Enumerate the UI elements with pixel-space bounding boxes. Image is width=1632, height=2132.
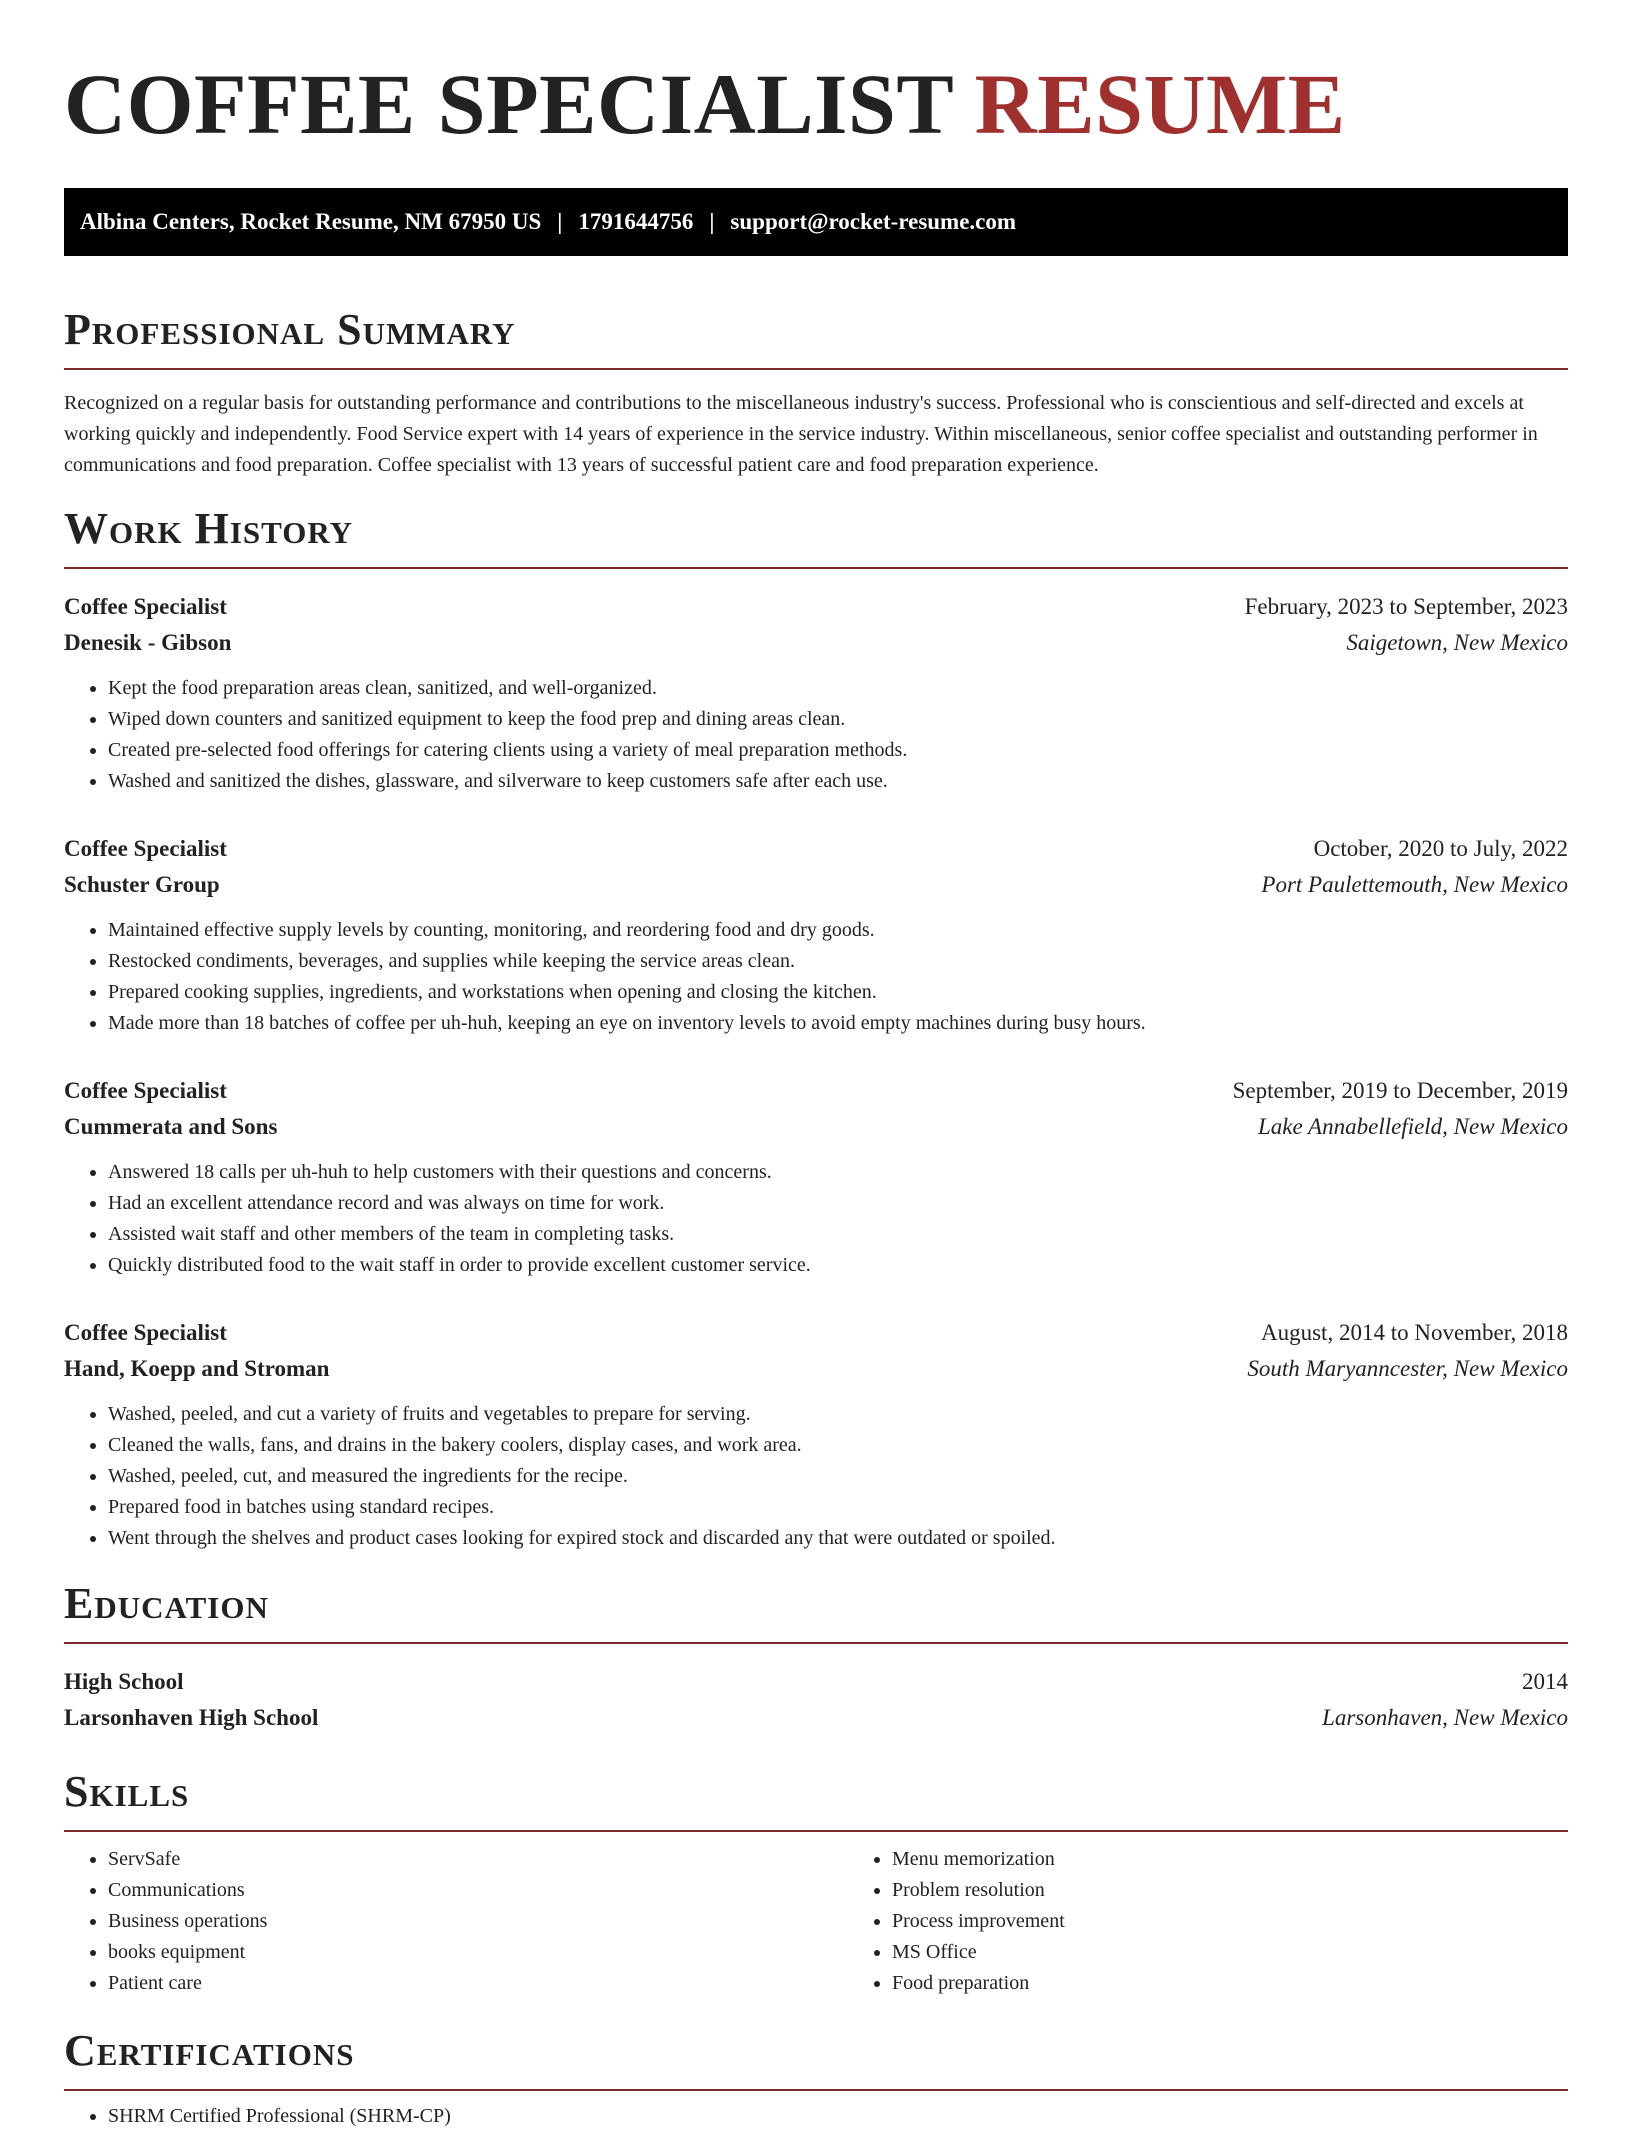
education-school-row [64,1700,1568,1736]
job-bullets [64,673,1568,797]
job-company-row [64,867,1568,903]
job-bullet: • Washed, peeled, and cut a variety of fruits and vegetables to prepare for serving. [108,1399,1568,1430]
job-bullet: • Cleaned the walls, fans, and drains in the bakery coolers, display cases, and work area. [108,1430,1568,1461]
job-bullet: • Washed, peeled, cut, and measured the ingredients for the recipe. [108,1461,1568,1492]
job-bullet: • Went through the shelves and product cases looking for expired stock and discarded any that were outdated or spoiled. [108,1523,1568,1554]
resume-title [64,56,1568,152]
education-entry [64,1664,1568,1736]
job-location: Lake Annabellefield, New Mexico [1258,1114,1568,1139]
skill-item: • Communications [108,1875,848,1906]
job-entry [64,1073,1568,1281]
job-bullet: • Restocked condiments, beverages, and supplies while keeping the service areas clean. [108,946,1568,977]
job-header-row [64,1073,1568,1109]
contact-email: support@rocket-resume.com [730,209,1017,234]
job-bullet: • Answered 18 calls per uh-huh to help customers with their questions and concerns. [108,1157,1568,1188]
job-title: Coffee Specialist [64,836,227,861]
skill-item: • Business operations [108,1906,848,1937]
skill-item: • Food preparation [892,1968,1632,1999]
skill-item: • books equipment [108,1937,848,1968]
skills-section [64,1766,1568,1999]
education-section [64,1578,1568,1736]
education-year: 2014 [1522,1669,1568,1694]
skill-item: • ServSafe [108,1844,848,1875]
education-location: Larsonhaven, New Mexico [1322,1705,1568,1730]
work-history-heading: Work History [64,504,354,553]
skill-item: • Process improvement [892,1906,1632,1937]
section-divider [64,1830,1568,1832]
certifications-section [64,2025,1568,2132]
job-location: Saigetown, New Mexico [1346,630,1568,655]
job-dates: October, 2020 to July, 2022 [1313,836,1568,861]
job-bullet: • Maintained effective supply levels by counting, monitoring, and reordering food and dry goods. [108,915,1568,946]
education-header-row [64,1664,1568,1700]
job-title: Coffee Specialist [64,1320,227,1345]
contact-address: Albina Centers, Rocket Resume, NM 67950 US [80,209,542,234]
job-title: Coffee Specialist [64,594,227,619]
job-dates: February, 2023 to September, 2023 [1244,594,1568,619]
education-heading: Education [64,1579,269,1628]
job-bullet: • Had an excellent attendance record and was always on time for work. [108,1188,1568,1219]
section-divider [64,2089,1568,2091]
job-location: Port Paulettemouth, New Mexico [1261,872,1568,897]
skills-grid [64,1844,1568,1999]
contact-separator: | [557,209,563,234]
job-bullets [64,915,1568,1039]
job-company-row [64,1351,1568,1387]
job-bullet: • Prepared food in batches using standard recipes. [108,1492,1568,1523]
work-history-section [64,503,1568,1554]
job-bullet: • Assisted wait staff and other members of the team in completing tasks. [108,1219,1568,1250]
summary-text: Recognized on a regular basis for outstanding performance and contributions to the miscellaneous industry's success. Professional who is conscientious and self-directed and excels at working quickly and independently. Food Service expert with 14 years of experience in the service industry. Within miscellaneous, senior coffee specialist and outstanding performer in communications and food preparation. Coffee specialist with 13 years of successful patient care and food preparation experience. [64,392,1538,476]
job-bullet: • Kept the food preparation areas clean, sanitized, and well-organized. [108,673,1568,704]
contact-bar [64,188,1568,256]
title-accent: RESUME [974,56,1346,152]
skill-item: • MS Office [892,1937,1632,1968]
education-school: Larsonhaven High School [64,1705,319,1730]
section-divider [64,368,1568,370]
job-bullets [64,1157,1568,1281]
job-company: Cummerata and Sons [64,1114,278,1139]
skill-item: • Menu memorization [892,1844,1632,1875]
certifications-heading: Certifications [64,2026,355,2075]
skills-column-right [848,1844,1632,1999]
job-bullets [64,1399,1568,1554]
job-company: Denesik - Gibson [64,630,232,655]
contact-phone: 1791644756 [578,209,694,234]
summary-section [64,304,1568,481]
job-bullet: • Quickly distributed food to the wait staff in order to provide excellent customer service. [108,1250,1568,1281]
skills-column-left [64,1844,848,1999]
job-header-row [64,831,1568,867]
section-divider [64,1642,1568,1644]
job-entry [64,1315,1568,1554]
job-dates: August, 2014 to November, 2018 [1261,1320,1568,1345]
job-location: South Maryanncester, New Mexico [1247,1356,1568,1381]
job-bullet: • Made more than 18 batches of coffee per uh-huh, keeping an eye on inventory levels to avoid empty machines during busy hours. [108,1008,1568,1039]
job-company: Hand, Koepp and Stroman [64,1356,330,1381]
job-bullet: • Washed and sanitized the dishes, glassware, and silverware to keep customers safe after each use. [108,766,1568,797]
section-divider [64,567,1568,569]
job-company: Schuster Group [64,872,220,897]
contact-separator: | [709,209,715,234]
job-entry [64,831,1568,1039]
job-bullet: • Prepared cooking supplies, ingredients, and workstations when opening and closing the kitchen. [108,977,1568,1008]
job-bullet: • Created pre-selected food offerings for catering clients using a variety of meal preparation methods. [108,735,1568,766]
job-company-row [64,625,1568,661]
job-dates: September, 2019 to December, 2019 [1232,1078,1568,1103]
job-bullet: • Wiped down counters and sanitized equipment to keep the food prep and dining areas clean. [108,704,1568,735]
title-main: COFFEE SPECIALIST [64,56,953,152]
skills-heading: Skills [64,1767,190,1816]
summary-heading: Professional Summary [64,305,516,354]
skill-item: • Problem resolution [892,1875,1632,1906]
job-header-row [64,1315,1568,1351]
job-company-row [64,1109,1568,1145]
job-entry [64,589,1568,797]
certifications-list [64,2101,1568,2132]
education-degree: High School [64,1669,184,1694]
certification-item: • SHRM Certified Professional (SHRM-CP) [108,2101,1568,2132]
skill-item: • Patient care [108,1968,848,1999]
job-header-row [64,589,1568,625]
job-title: Coffee Specialist [64,1078,227,1103]
